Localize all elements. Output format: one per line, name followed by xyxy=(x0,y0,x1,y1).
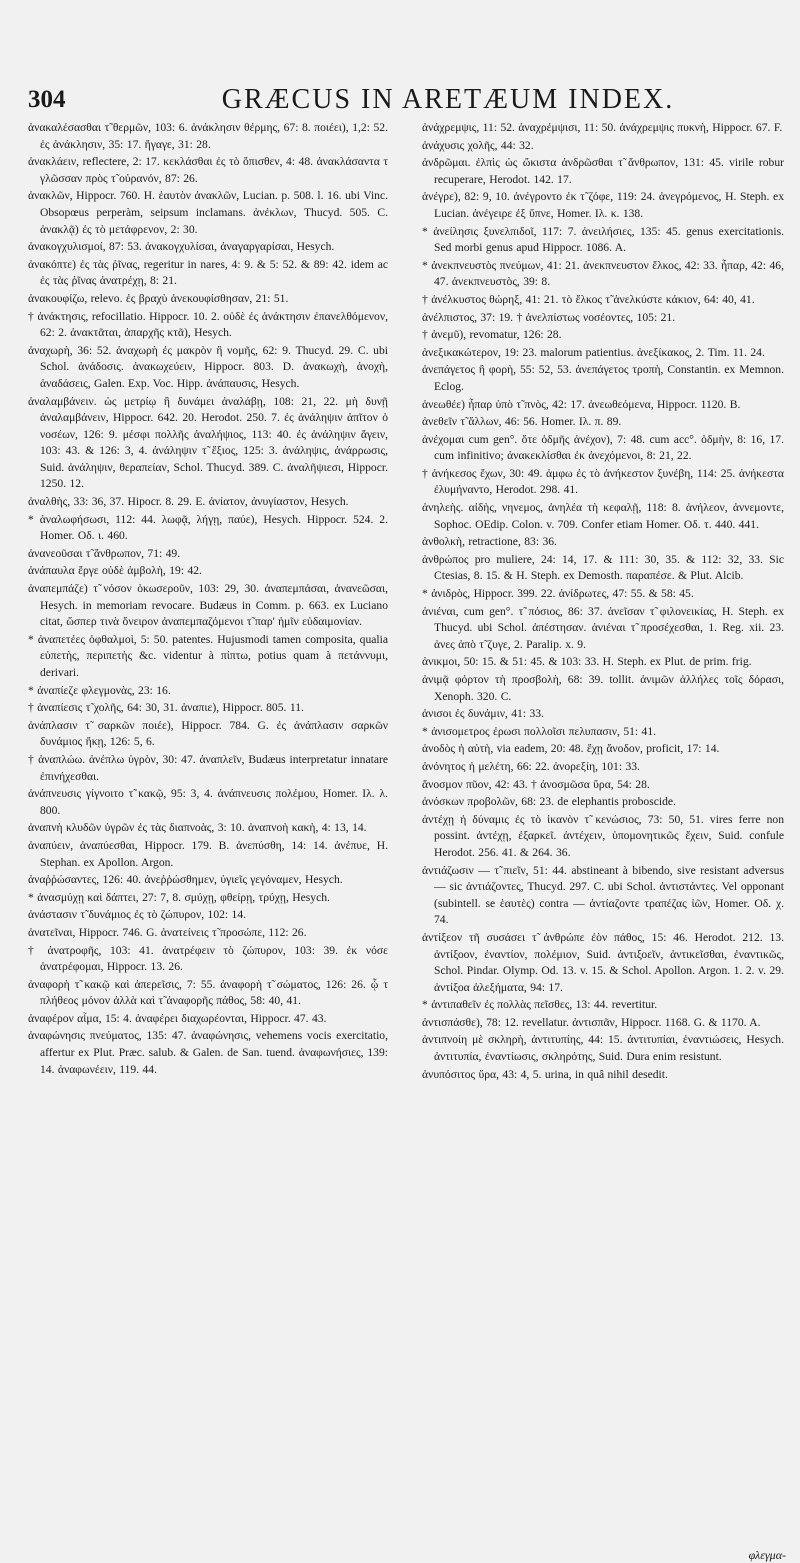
index-entry: ἀνθρώπος pro muliere, 24: 14, 17. & 111: 30, 35. & 112: 32, 33. Sic Ctesias, 8. 15. & H. Steph. ex Demosth. παραπέσε. & Plut. Alcib. xyxy=(422,552,784,583)
index-entry: † ἀνάκτησις, refocillatio. Hippocr. 10. 2. οὐδὲ ἐς ἀνάκτησιν ἐπανελθόμενον, 62: 2. ἀνακτᾶται, ἀπαρχῆς κτᾶ), Hesych. xyxy=(28,309,388,340)
index-entry: * ἀνιδρὸς, Hippocr. 399. 22. ἀνίδρωτες, 47: 55. & 58: 45. xyxy=(422,587,694,601)
index-entry: ἀντισπάσθε), 78: 12. revellatur. ἀντισπᾶν, Hippocr. 1168. G. & 1170. A. xyxy=(422,1015,761,1029)
index-entry: ἀντέχῃ ἡ δύναμις ἐς τὸ ἱκανὸν τ̃ κενώσιος, 73: 50, 51. vires ferre non possint. ἀντέχῃ, ἐξαρκεῖ. ἀντέχειν, ὑπομονητικῶς ἔχειν, Suid. confule Herodot. 256. 41. & 264. 36. xyxy=(422,812,784,859)
index-entry: * ἀναλωφήσωσι, 112: 44. λωφᾷ, λήγῃ, παύε), Hesych. Hippocr. 524. 2. Homer. Οδ. ι. 460. xyxy=(28,512,388,543)
index-entry: ἀνιμᾷ φόρτον τὴ προσβολὴ, 68: 39. tollit. ἀνιμῶν ἀλλήλες τοῖς δόρασι, Xenoph. 320. C. xyxy=(422,673,784,703)
index-entry: ἀνόσκων προβολῶν, 68: 23. de elephantis proboscide. xyxy=(422,795,676,809)
index-entry: ἀναπνὴ κλυδῶν ὑγρῶν ἐς τὰς διαπνοὰς, 3: 10. ἀναπνοὴ κακὴ, 4: 13, 14. xyxy=(28,821,367,835)
index-entry: ἀνεωθέε) ἧπαρ ὑπὸ τ̃ πνὸς, 42: 17. ἀνεωθεόμενα, Hippocr. 1120. B. xyxy=(422,397,741,411)
index-entry: ἀνακλάειν, reflectere, 2: 17. κεκλάσθαι ἐς τὸ ὄπισθεν, 4: 48. ἀνακλάσαντα τ̃ γλῶσσαν πρὸς τ̃ οὐρανόν, 87: 26. xyxy=(28,155,388,185)
index-entry: ἀνεπάγετος ἢ φορὴ, 55: 52, 53. ἀνεπάγετος τροπὴ, Constantin. ex Memnon. Eclog. xyxy=(422,363,784,393)
index-entry: ἀνανεοῦσαι τ̃ ἄνθρωπον, 71: 49. xyxy=(28,546,181,560)
index-entry: ἀνηλεὴς. αἰδὴς, νηνεμος, ἀνηλέα τὴ κεφαλῇ, 118: 8. ἀνήλεον, ἀννεμοντε, Sophoc. OEdip. Colon. v. 709. Confer etiam Homer. Οδ. τ. 440. 441. xyxy=(422,501,784,531)
left-column xyxy=(28,120,388,1551)
index-entry: ἀναπεμπάζε) τ̃ νόσον ὁκωσεροῦν, 103: 29, 30. ἀναπεμπάσαι, ἀνανεῶσαι, Hesych. in memoriam revocare. Budæus in Comm. p. 663. ex Luciano citat, ὥσπερ τινὰ ὄνειρον ἀναπεμπαζόμενοι τ̃ παρ' ἡμῖν εὐδαιμονίαν. xyxy=(28,582,388,629)
index-entry: ἀναλθὴς, 33: 36, 37. Hipocr. 8. 29. E. ἀνίατον, ἀνυγίαστον, Hesych. xyxy=(28,495,349,509)
index-entry: * ἀναπίεζε φλεγμονὰς, 23: 16. xyxy=(28,683,171,697)
index-entry: ἀνοδὸς ἡ αὐτὴ, via eadem, 20: 48. ἔχῃ ἄνοδον, proficit, 17: 14. xyxy=(422,742,720,756)
index-entry: † ἀνατροφῆς, 103: 41. ἀνατρέφειν τὸ ζώπυρον, 103: 39. ἐκ νόσε ἀνατρέφομαι, Hippocr. 13. 26. xyxy=(28,943,388,974)
index-entry: ἀνθολκὴ, retractione, 83: 36. xyxy=(422,535,557,549)
index-entry: ἀναφορὴ τ̃ κακῷ καὶ ἀπερεῖσις, 7: 55. ἀναφορὴ τ̃ σώματος, 126: 26. ᾧ τ̃ πλήθεος μόνον ἀλλὰ καὶ τ̃ ἀναφορῆς πάθος, 58: 40, 41. xyxy=(28,977,388,1008)
index-entry: ἀνάπλασιν τ̃ σαρκῶν ποιέε), Hippocr. 784. G. ἐς ἀνάπλασιν σαρκῶν δυνάμιος ἥκῃ, 126: 5, 6. xyxy=(28,718,388,749)
index-entry: † ἀναπλώω. ἀνέπλω ὑγρὸν, 30: 47. ἀναπλεῖν, Budæus interpretatur innatare ἐπινήχεσθαι. xyxy=(28,752,388,783)
index-entry: ἀνακαλέσασθαι τ̃ θερμῶν, 103: 6. ἀνάκλησιν θέρμης, 67: 8. ποιέει), 1,2: 52. ἐς ἀνάκλησιν, 35: 17. ἤγαγε, 31: 28. xyxy=(28,121,388,151)
index-entry: ἀνιέναι, cum gen°. τ̃ πόσιος, 86: 37. ἀνεῖσαν τ̃ φιλονεικίας, H. Steph. ex Thucyd. ubi Schol. ἀπέστησαν. ἀνιέναι τ̃ προσέχεσθαι, 1. Reg. xii. 23. ἀνες ἀπὸ τ̃ ζυγε, 2. Paralip. x. 9. xyxy=(422,604,784,651)
index-entry: † ἀναπίεσις τ̃ χολῆς, 64: 30, 31. ἀναπιε), Hippocr. 805. 11. xyxy=(28,701,304,715)
index-entry: † ἀνέλκυστος θώρηξ, 41: 21. τὸ ἕλκος τ̃ ἀνελκύστε κάκιον, 64: 40, 41. xyxy=(422,292,755,306)
index-entry: ἀνέγρε), 82: 9, 10. ἀνέγροντο ἐκ τ̃ ζόφε, 119: 24. ἀνεγρόμενος, H. Steph. ex Lucian. ἀνέγειρε ἐξ ὕπνε, Homer. Iλ. κ. 138. xyxy=(422,190,784,220)
index-entry: ἀνόνητος ἡ μελέτη, 66: 22. ἀνορεξίη, 101: 33. xyxy=(422,759,640,773)
index-entry: * ἀντιπαθεῖν ἐς πολλὰς πεῖσθες, 13: 44. revertitur. xyxy=(422,998,658,1012)
index-entry: ἀνεξικακώτερον, 19: 23. malorum patientius. ἀνεξίκακος, 2. Tim. 11. 24. xyxy=(422,345,765,359)
index-entry: ἀντιάζωσιν — τ̃ πιεῖν, 51: 44. abstineant à bibendo, sive resistant adversus — sic ἀντιάζοντες, Thucyd. 297. C. ubi Schol. ἀντιστάντες. Vel opponant (subintell. se ἑαυτὲς) contra — ἀντίαζοντε τραπέζας ἰῶν, Homer. Οδ. χ. 74. xyxy=(422,863,784,927)
index-entry: ἀνισοι ἐς δυνάμιν, 41: 33. xyxy=(422,707,544,721)
index-entry: † ἀνεμῦ), revomatur, 126: 28. xyxy=(422,328,562,342)
index-entry: ἀνάχρεμψις, 11: 52. ἀναχρέμψισι, 11: 50. ἀνάχρεμψις πυκνὴ, Hippocr. 67. F. xyxy=(422,121,783,134)
index-entry: ἀντιπνοίη μὲ σκληρὴ, ἀντιτυπίης, 44: 15. ἀντιτυπίαι, ἐναντιώσεις, Hesych. ἀντιτυπία, ἐναντίωσις, σκληρότης, Suid. Dura enim resistunt. xyxy=(422,1033,784,1064)
index-entry: ἀνέλπιστος, 37: 19. † ἀνελπίστως νοσέοντες, 105: 21. xyxy=(422,310,676,324)
index-entry: ἀναχωρὴ, 36: 52. ἀναχωρὴ ἐς μακρὸν ἢ νομῆς, 62: 9. Thucyd. 29. C. ubi Schol. ἀνάδοσις. ἀνακωχεύειν, Hippocr. 803. D. ἀνακωχὴ, ἀνοχὴ, ἀναδάσεις, Galen. Exp. Voc. Hipp. ἀνάπαυσις, Hesych. xyxy=(28,343,388,390)
index-entry: ἀνικμοι, 50: 15. & 51: 45. & 103: 33. H. Steph. ex Plut. de prim. frig. xyxy=(422,655,752,669)
index-entry: ἀνάπνευσις γίγνοιτο τ̃ κακῷ, 95: 3, 4. ἀνάπνευσις πολέμου, Homer. Iλ. λ. 800. xyxy=(28,787,388,817)
index-entry: ἀναῤῥώσαντες, 126: 40. ἀνεῤῥώσθημεν, ὑγιεῖς γεγόναμεν, Hesych. xyxy=(28,873,343,887)
index-entry: * ἀνισομετρος ἐρωσι πολλοῖσι πελυπασιν, 51: 41. xyxy=(422,724,657,738)
index-entry: ἀνάχυσις χολῆς, 44: 32. xyxy=(422,138,534,152)
index-entry: * ἀνείλησις ξυνελπιδοῖ, 117: 7. ἀνειλήσιες, 135: 45. genus exercitationis. Sed morbi genus apud Hippocr. 1086. A. xyxy=(422,224,784,255)
index-entry: ἀναπύειν, ἀναπύεσθαι, Hippocr. 179. B. ἀνεπύσθη, 14: 14. ἀνέπυε, H. Stephan. ex Apollon. Argon. xyxy=(28,838,388,869)
index-entry: ἀνυπόσιτος ὕρα, 43: 4, 5. urina, in quâ nihil desedit. xyxy=(422,1067,668,1081)
index-entry: ἀναφέρον αἷμα, 15: 4. ἀναφέρει διαχωρέονται, Hippocr. 47. 43. xyxy=(28,1011,327,1025)
index-entry: * ἀνασμύχῃ καὶ δάπτει, 27: 7, 8. σμύχῃ, φθείρῃ, τρύχῃ, Hesych. xyxy=(28,890,330,904)
index-entry: ἀνάστασιν τ̃ δυνάμιος ἐς τὸ ζώπυρον, 102: 14. xyxy=(28,908,247,922)
page-header xyxy=(28,82,780,122)
index-entry: ἀνακουφίζω, relevo. ἐς βραχὺ ἀνεκουφίσθησαν, 21: 51. xyxy=(28,291,289,305)
index-entry: * ἀνεκπνευστὸς πνεύμων, 41: 21. ἀνεκπνευστον ἕλκος, 42: 33. ἧπαρ, 42: 46, 47. ἀνεκπνευστὸς, 39: 8. xyxy=(422,258,784,289)
index-entry: ἀνατεῖναι, Hippocr. 746. G. ἀνατείνεις τ̃ προσώπε, 112: 26. xyxy=(28,925,307,939)
index-entry: ἀντίξεον τῆ συσάσει τ̃ ἀνθρώπε ἐὸν πάθος, 15: 46. Herodot. 212. 13. ἀντίξοον, ἐναντίον, πολέμιον, Suid. ἀντιξοεῖν, ἀντικεῖσθαι, ἐναντικῶς, Schol. Pindar. Olymp. Od. 13. v. 15. & Schol. Apollon. Argon. 1. 2. v. 29. ἀντίξοα ἀλεξήματα, 94: 17. xyxy=(422,930,784,994)
index-entry: ἀναλαμβάνειν. ὡς μετρίῳ ἢ δυνάμει ἀναλάβῃ, 108: 21, 22. μὴ δυνῇ ἀναλαμβάνειν, Hippocr. 642. 20. Herodot. 250. 7. ἐς ἀνάληψιν ἀπῖτον ὁ νοσέων, 126: 9. μέσφι πολλῆς ἀναλήψιος, 113: 40. ἐς ἀνάληψιν ἄγειν, 103: 43. & 126: 3, 4. ἀνάληψιν τ̃ ἕξιος, 125: 3. ἀνάληψις, ἀνάρρωσις, Suid. ἀνάληψιν, θεραπείαν, Schol. Thucyd. 389. C. ἀναλῆψιεσι, Hippocr. 1250. 12. xyxy=(28,394,388,491)
index-entry: * ἀναπετέες ὀφθαλμοὶ, 5: 50. patentes. Hujusmodi tamen composita, qualia εὐπετὴς, περιπετὴς &c. videntur à πίπτω, potius quam à πετάννυμι, derivari. xyxy=(28,632,388,679)
column-gutter xyxy=(402,125,403,1543)
index-entry: ἄνοσμον πῦον, 42: 43. † ἀνοσμῶσα ὕρα, 54: 28. xyxy=(422,777,650,791)
running-title: GRÆCUS IN ARETÆUM INDEX. xyxy=(221,84,675,115)
index-entry: ἀνέχομαι cum gen°. ὅτε ὀδμῆς ἀνέχον), 7: 48. cum acc°. ὀδμὴν, 8: 16, 17. cum infinitivo; ἀνακεκλίσθαι ἐκ ἀνεχόμενοι, 8: 21, 22. xyxy=(422,432,784,463)
page-number: 304 xyxy=(28,86,66,113)
index-entry: ἀναφώνησις πνεύματος, 135: 47. ἀναφώνησις, vehemens vocis exercitatio, affertur ex Plut. Præc. salub. & Galen. de San. tuend. ἀναφωνήσιες, 139: 14. ἀναφωνέειν, 119. 44. xyxy=(28,1029,388,1076)
index-entry: † ἀνήκεσος ἔχων, 30: 49. ἀμφω ἐς τὸ ἀνήκεστον ξυνέβη, 114: 25. ἀνήκεστα ἐλυμήναντο, Herodot. 298. 41. xyxy=(422,466,784,497)
index-entry: ἀνδρῶμαι. ἐλπὶς ὡς ὤκιστα ἀνδρῶσθαι τ̃ ἄνθρωπον, 131: 45. virile robur recuperare, Herodot. 142. 17. xyxy=(422,156,784,186)
index-entry: ἀνακογχυλισμοί, 87: 53. ἀνακογχυλίσαι, ἀναγαργαρίσαι, Hesych. xyxy=(28,240,335,254)
catchword: φλεγμα- xyxy=(748,1548,786,1562)
index-entry: ἀνεθεῖν τ̃ ἄλλων, 46: 56. Homer. Iλ. π. 89. xyxy=(422,415,622,429)
index-entry: ἀνακόπτε) ἐς τὰς ῥῖνας, regeritur in nares, 4: 9. & 5: 52. & 89: 42. idem ac ἐς τὰς ῥῖνας ἀνατρέχῃ, 8: 21. xyxy=(28,257,388,288)
index-entry: ἀνακλῶν, Hippocr. 760. H. ἑαυτὸν ἀνακλῶν, Lucian. p. 508. l. 16. ubi Vinc. Obsopœus perperàm, seipsum inclamans. ἀνέκλων, Thucyd. 505. C. ἀνακλᾷ) ἐς τὸ μετάφρενον, 2: 30. xyxy=(28,189,388,236)
index-entry: ἀνάπαυλα ἔργε οὐδὲ ἀμβολὴ, 19: 42. xyxy=(28,564,202,578)
right-column xyxy=(422,120,784,1551)
